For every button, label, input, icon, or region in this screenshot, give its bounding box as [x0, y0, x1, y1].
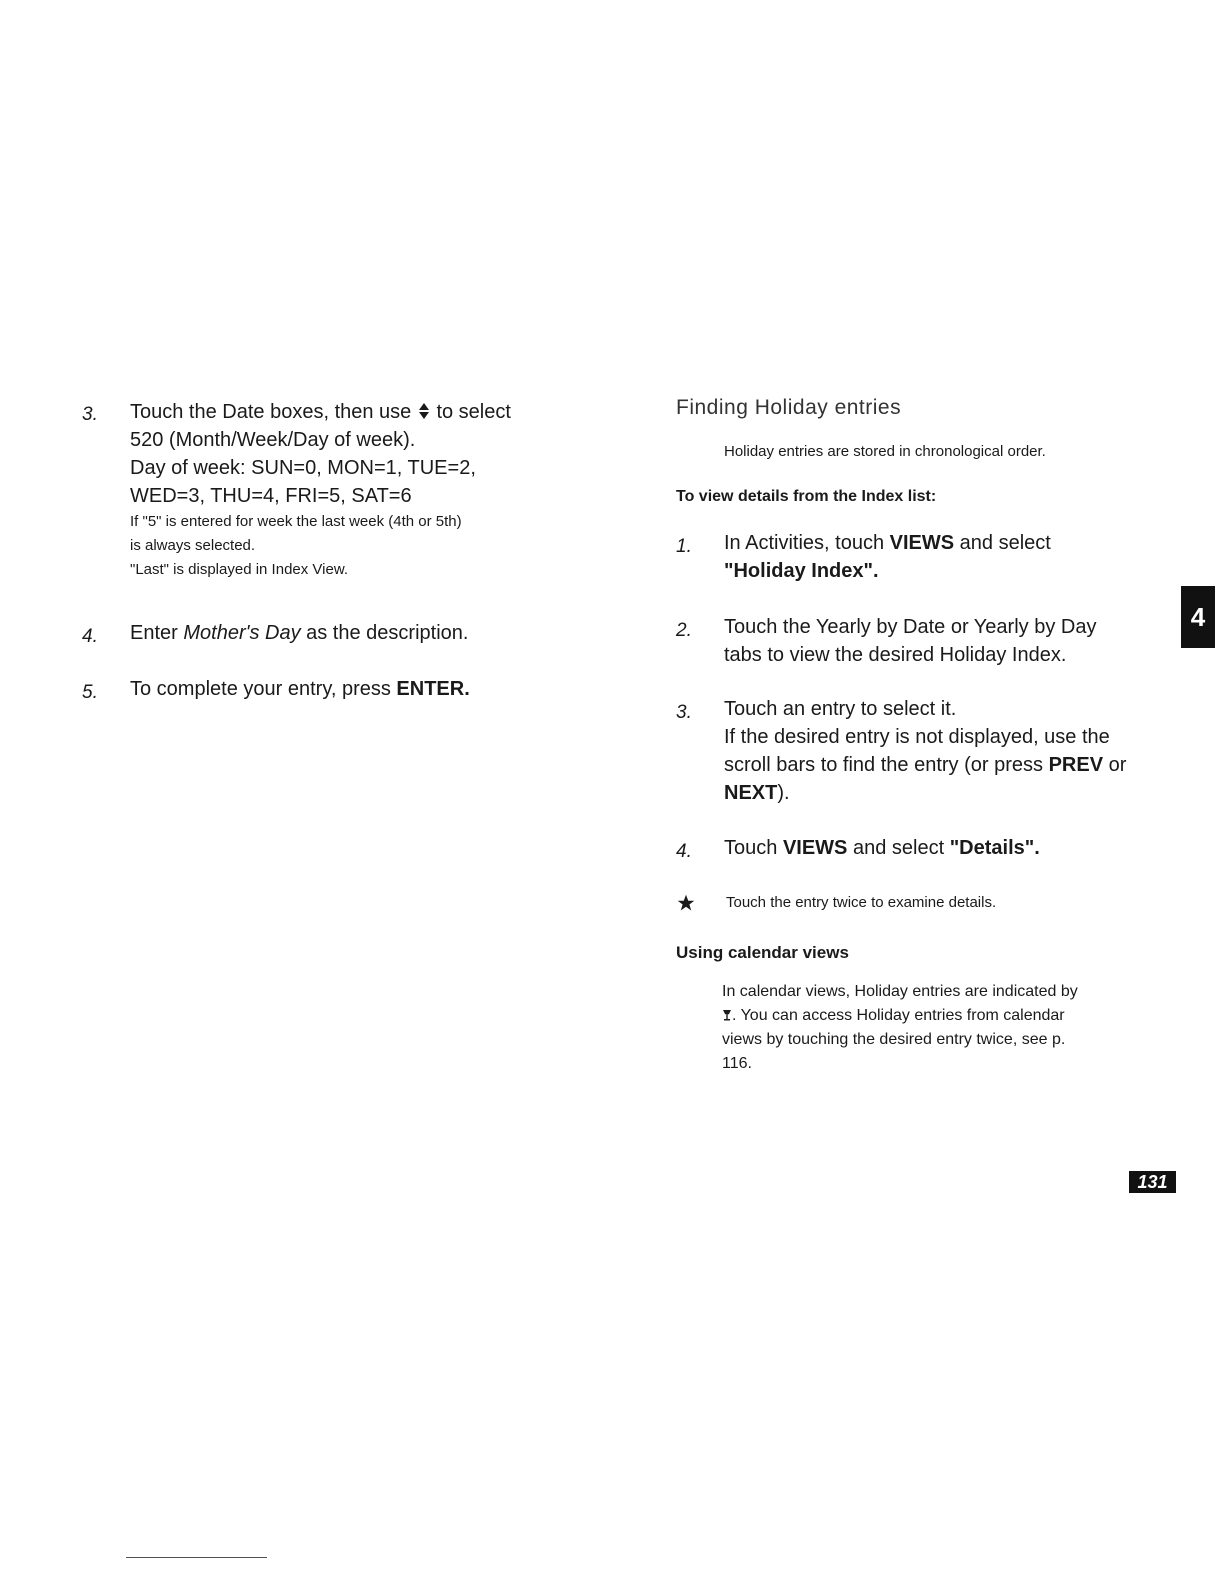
- calendar-views-paragraph: In calendar views, Holiday entries are indicated by . You can access Holiday entries from calendar views by touching the desired entry twice, see p. 116.: [722, 983, 1078, 1072]
- intro-text: Holiday entries are stored in chronological order.: [724, 443, 1046, 460]
- step-text: Touch an entry to select it. If the desired entry is not displayed, use the scroll bars to find the entry (or press PREV or NEXT).: [724, 698, 1127, 804]
- subheading-index-list: To view details from the Index list:: [676, 488, 937, 505]
- step-text: Touch the Yearly by Date or Yearly by Day tabs to view the desired Holiday Index.: [724, 616, 1097, 666]
- page-number: 131: [1129, 1171, 1176, 1193]
- step-number: 4.: [676, 841, 692, 862]
- step-number: 2.: [676, 620, 692, 641]
- chapter-tab: 4: [1181, 586, 1215, 648]
- step-text: Touch VIEWS and select "Details".: [724, 837, 1040, 859]
- step-note: If "5" is entered for week the last week (4th or 5th) is always selected. "Last" is displayed in Index View.: [130, 513, 462, 578]
- tip-text: Touch the entry twice to examine details.: [726, 894, 997, 911]
- subheading-calendar-views: Using calendar views: [676, 943, 849, 962]
- up-down-arrow-icon: [419, 403, 429, 419]
- step-text: In Activities, touch VIEWS and select "Holiday Index".: [724, 532, 1051, 582]
- step-text: Enter Mother's Day as the description.: [130, 622, 469, 644]
- step-number: 3.: [676, 702, 692, 723]
- footer-rule: [126, 1557, 267, 1558]
- step-text: Touch the Date boxes, then use to select 520 (Month/Week/Day of week). Day of week: SUN=0, MON=1, TUE=2, WED=3, THU=4, FRI=5, SAT=6: [130, 401, 511, 507]
- step-text: To complete your entry, press ENTER.: [130, 678, 470, 700]
- step-number: 1.: [676, 536, 692, 557]
- step-number: 4.: [82, 626, 98, 647]
- section-heading: Finding Holiday entries: [676, 396, 902, 419]
- holiday-icon: [722, 1009, 732, 1021]
- star-icon: [677, 894, 695, 912]
- step-number: 3.: [82, 404, 98, 425]
- step-number: 5.: [82, 682, 98, 703]
